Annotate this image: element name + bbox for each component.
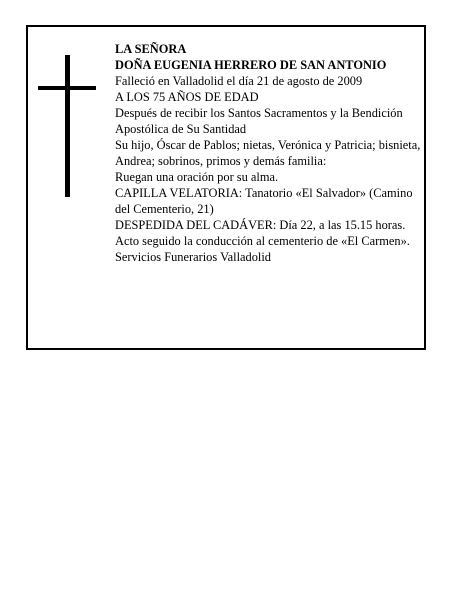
obituary-notice: [26, 25, 426, 350]
chapel-info: CAPILLA VELATORIA: Tanatorio «El Salvador» (Camino del Cementerio, 21): [115, 186, 413, 216]
cross-horizontal-bar: [38, 86, 96, 90]
deceased-name: DOÑA EUGENIA HERRERO DE SAN ANTONIO: [115, 58, 387, 72]
funeral-services: Servicios Funerarios Valladolid: [115, 250, 272, 264]
death-statement: Falleció en Valladolid el día 21 de agosto de 2009: [115, 74, 363, 88]
notice-title: LA SEÑORA: [115, 42, 187, 56]
age-statement: A LOS 75 AÑOS DE EDAD: [115, 90, 259, 104]
family-list: Su hijo, Óscar de Pablos; nietas, Verónica y Patricia; bisnieta, Andrea; sobrinos, primos y demás familia:: [115, 138, 421, 168]
prayer-request: Ruegan una oración por su alma.: [115, 170, 279, 184]
cross-icon: [28, 27, 118, 227]
notice-text: [115, 41, 423, 265]
farewell-info: DESPEDIDA DEL CADÁVER: Día 22, a las 15.15 horas. Acto seguido la conducción al cementerio de «El Carmen».: [115, 218, 410, 248]
cross-vertical-bar: [65, 55, 70, 197]
sacraments-statement: Después de recibir los Santos Sacramentos y la Bendición Apostólica de Su Santidad: [115, 106, 403, 136]
